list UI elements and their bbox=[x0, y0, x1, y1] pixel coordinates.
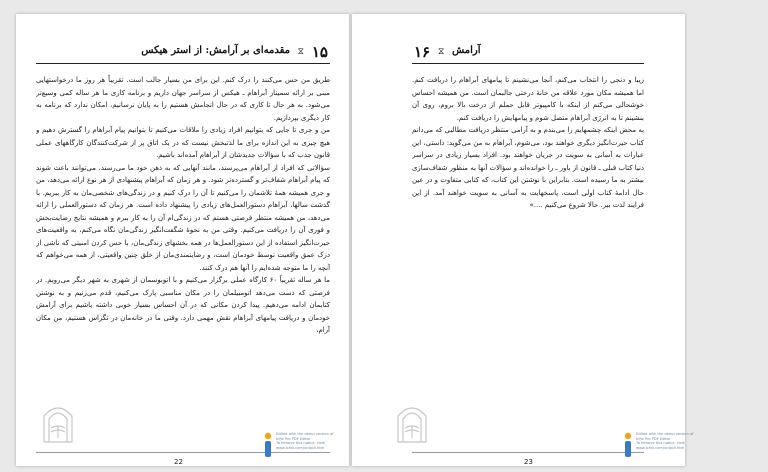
paragraph: زیبا و دنجی را انتخاب می‌کنم، آنجا می‌نشینم تا پیامهای آبراهام را دریافت کنم. اما همیشه مکان مورد علاقه من خانهٔ درختی جالبمان است. من همیشه احساس خوشحالی می‌کنم از اینکه با کامپیوتر قابل حملم از درخت بالا بروم، روی آن بنشینم تا به انرژی آبراهام متصل شوم و پیامهایش را دریافت کنم. bbox=[412, 76, 644, 122]
page-header bbox=[412, 41, 644, 69]
header-rule bbox=[36, 63, 330, 64]
paragraph: به محض اینکه چشمهایم را می‌بندم و به آرامی منتظر دریافت مطالبی که می‌دانم کتاب حیرت‌انگیز دیگری خواهند بود، می‌شوم، آبراهام به من می‌گوید: داستی، این عبارات به آسانی به سویت در جریان خواهند بود. افراد بسیار زیادی در سراسر دنیا کتاب قبلی ـ قانون از باور ـ را خوانده‌اند و سؤالات آنها به منظور شفاف‌سازی بیشتر به ما رسیده است. بنابراین با نوشتن این کتاب، که کتابی متفاوت و در عین حال ادامهٔ کتاب اولی است، پاسخهایت به آسانی به سویت خواهند آمد. از این فرایند لذت ببر. حالا شروع می‌کنیم ....» bbox=[412, 126, 644, 209]
watermark-text bbox=[276, 432, 334, 450]
header-page-number: ۱۶ bbox=[414, 43, 431, 61]
library-seal-icon bbox=[394, 398, 430, 444]
watermark-text bbox=[636, 432, 694, 450]
watermark-link[interactable]: www.iceni.com/unlock.htm bbox=[636, 445, 685, 450]
infix-logo-icon bbox=[622, 432, 634, 458]
header-page-number: ۱۵ bbox=[311, 43, 328, 61]
header-ornament-icon: ⧖ bbox=[438, 47, 445, 57]
header-title: مقدمه‌ای بر آرامش: از استر هیکس bbox=[141, 45, 290, 56]
infix-watermark bbox=[262, 432, 342, 460]
header-rule bbox=[412, 63, 644, 64]
paragraph: من و جری تا جایی که بتوانیم افراد زیادی را ملاقات می‌کنیم تا بتوانیم پیام آبراهام را گسترش دهیم و هیچ چیزی به این اندازه برای ما لذتبخش نیست که در یک اتاق پر از شرکت‌کنندگان کارگاههای عملی قانون جذب که با سؤالات جدیدشان از آبراهام آمده‌اند باشیم. bbox=[36, 126, 330, 159]
header-title: آرامش bbox=[452, 45, 481, 56]
library-seal-icon bbox=[40, 398, 76, 444]
footer-page-number: 22 bbox=[174, 458, 183, 466]
paragraph: سؤالاتی که افراد از آبراهام می‌پرسند، مانند آنهایی که به ذهن خود ما می‌رسند، می‌توانند باعث شوند که پیام آبراهام شفاف‌تر و گسترده‌تر شود. و هر زمان که آبراهام پیشنهادی از هر نوع ارائه می‌دهد، من و جری همیشه همهٔ تلاشمان را می‌کنیم تا آن را درک کنیم و در زندگی‌های شخصی‌مان به کار ببریم. با گذشت سالها، آبراهام دستورالعمل‌های زیادی را پیشنهاد داده است. هر زمان که دستورالعملی را ارائه می‌دهد، من همیشه منتظر فرصتی هستم که در زندگی‌ام آن را به کار ببرم و همیشه نتایج رضایت‌بخش و فوری آن را دریافت می‌کنیم. وقتی من به نحوهٔ شگفت‌انگیز زندگی‌مان نگاه می‌کنم، به واقعیت‌های حیرت‌انگیز استفاده از این دستورالعمل‌ها در همه بخشهای زندگی‌مان، با حس کردن امنیتی که ناشی از درک عمق واقعیت توسط خودمان است، و رضایتمندی‌مان از خلق چنین واقعیتی، از همه می‌خواهم که آنچه را ما متوجه شده‌ایم را آنها هم درک کنند. bbox=[36, 163, 330, 272]
footer-page-number: 23 bbox=[524, 458, 533, 466]
infix-logo-icon bbox=[262, 432, 274, 458]
page-left bbox=[16, 14, 349, 466]
watermark-link[interactable]: www.iceni.com/unlock.htm bbox=[276, 445, 325, 450]
page-body bbox=[412, 74, 644, 244]
page-right bbox=[352, 14, 685, 466]
watermark-line: Edited with the demo version of bbox=[636, 432, 694, 436]
watermark-line: To remove this notice, visit: bbox=[276, 441, 326, 445]
page-body bbox=[36, 74, 330, 439]
paragraph: طریق من حس می‌کنند را درک کنم. این برای من بسیار جالب است. تقریباً هر روز ما درخواستهایی مبنی بر ارائه سمینار آبراهام ـ هیکس از سراسر جهان داریم و برنامه کاری ما هر ساله کمی وسیع‌تر می‌شود. به هر حال تا کاری که در حال انجامش هستیم را به پایان نرسانیم، امکان ندارد که برنامه به کار دیگری بپردازیم. bbox=[36, 76, 330, 122]
watermark-line: Infix Pro PDF Editor bbox=[276, 436, 311, 441]
watermark-line: Infix Pro PDF Editor bbox=[636, 436, 671, 441]
infix-watermark bbox=[622, 432, 702, 460]
watermark-line: To remove this notice, visit: bbox=[636, 441, 686, 445]
watermark-line: Edited with the demo version of bbox=[276, 432, 334, 436]
header-ornament-icon: ⧖ bbox=[297, 47, 304, 57]
page-header bbox=[36, 41, 330, 69]
paragraph: ما هر ساله تقریباً ۶۰ کارگاه عملی برگزار می‌کنیم و با اتوبوسمان از شهری به شهر دیگر می‌رویم. در فرصتی که دست می‌دهد اتومبیلمان را در مکان مناسبی پارک می‌کنیم، قدم می‌زنیم و به نوشتن کتابمان ادامه می‌دهیم. پیدا کردن مکانی که در آن احساس بسیار خوبی داشته باشیم برای آرامش خودمان و دریافت پیامهای آبراهام نقش مهمی دارد. وقتی ما در خانه‌مان در تگزاس هستیم، من مکان آرام، bbox=[36, 276, 330, 334]
footer-rule bbox=[412, 452, 644, 453]
